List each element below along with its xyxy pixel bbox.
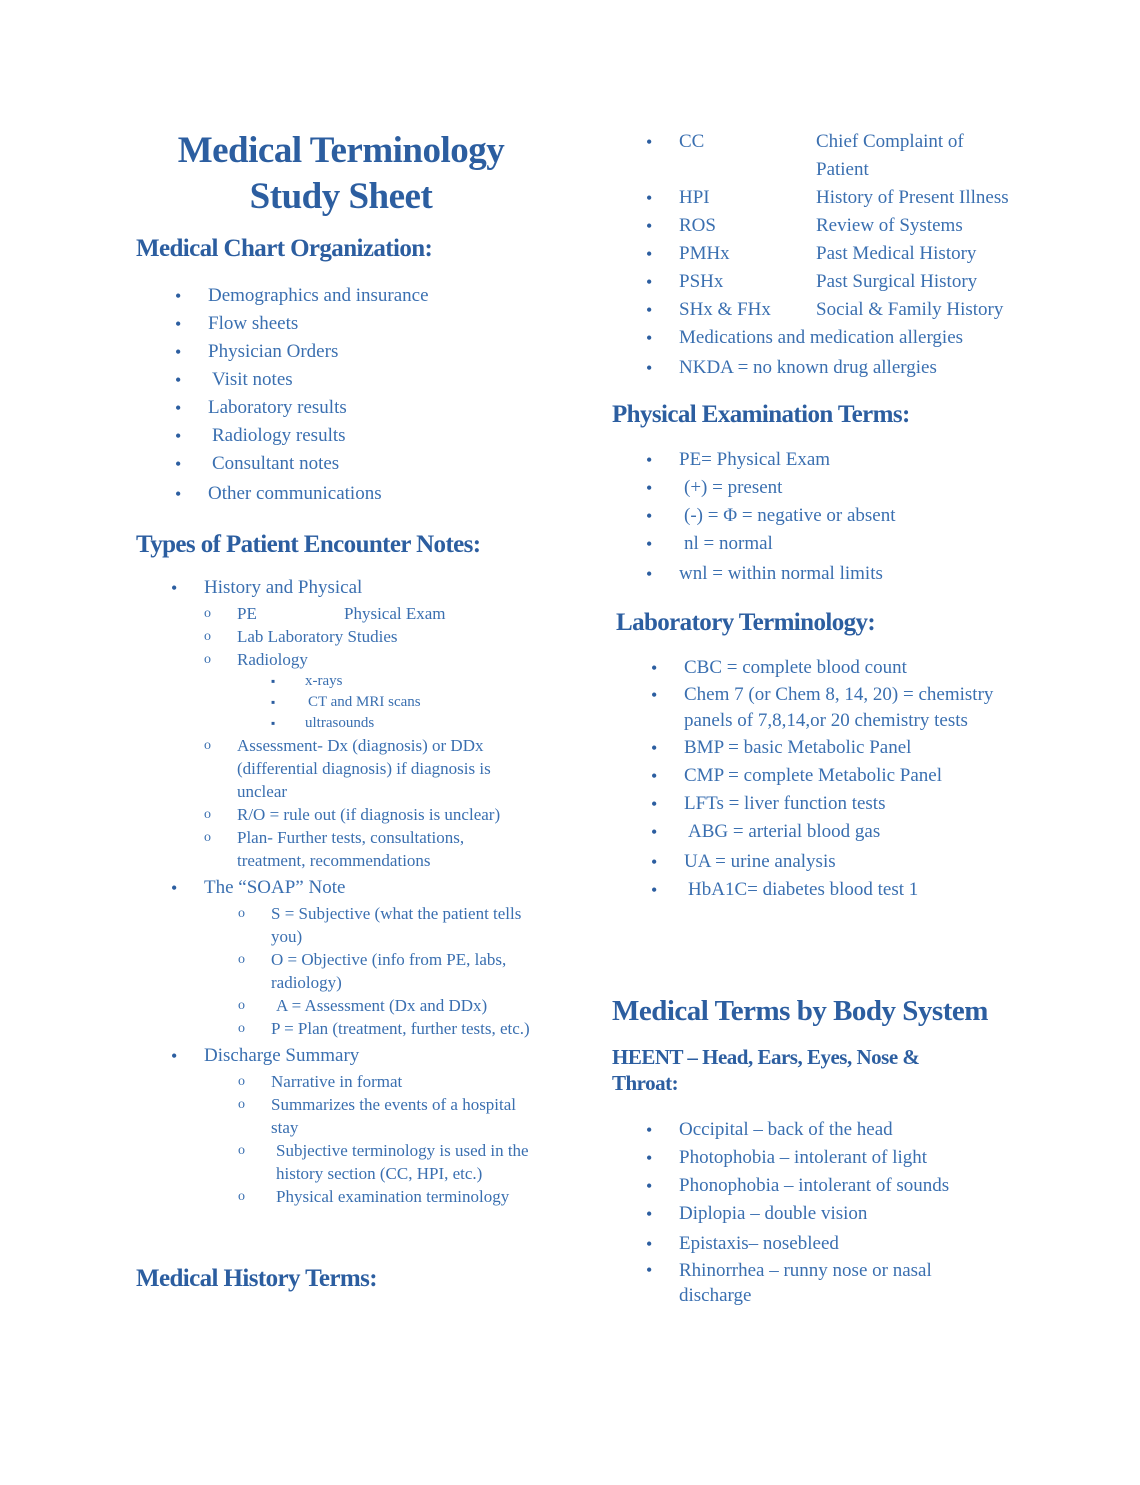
- list-item: • (-) = Φ = negative or absent: [679, 502, 1032, 530]
- list-item: • Other communications: [208, 480, 576, 508]
- lab-heading: Laboratory Terminology:: [616, 609, 876, 636]
- physical-heading: Physical Examination Terms:: [612, 401, 910, 428]
- soap-sublist: [271, 902, 546, 1040]
- hp-label: • History and Physical: [204, 577, 363, 598]
- list-item: o Plan- Further tests, consultations, treatment, recommendations: [237, 826, 507, 872]
- hp-sublist: [237, 602, 576, 872]
- list-item: • nl = normal: [679, 530, 1032, 558]
- list-item: • NKDA = no known drug allergies: [679, 354, 1032, 382]
- list-item: • CBC = complete blood count: [684, 654, 1029, 682]
- list-item: • Occipital – back of the head: [679, 1116, 979, 1144]
- term-def: History of Present Illness: [816, 187, 1009, 208]
- list-item: [204, 574, 576, 872]
- term-def: Review of Systems: [816, 215, 963, 236]
- list-item: • Laboratory results: [208, 394, 576, 422]
- radiology-sublist: [305, 671, 576, 734]
- list-item: o P = Plan (treatment, further tests, etc.): [271, 1017, 546, 1040]
- list-item: o Lab Laboratory Studies: [237, 625, 576, 648]
- term-abbr: • PSHx: [679, 271, 724, 292]
- encounter-list: [204, 574, 576, 1208]
- page-title: [136, 128, 576, 220]
- list-item: [679, 268, 1032, 296]
- term-abbr: • PMHx: [679, 243, 730, 264]
- list-item: o Narrative in format: [271, 1070, 546, 1093]
- list-item: • HbA1C= diabetes blood test 1: [684, 876, 1029, 904]
- list-item: • PE= Physical Exam: [679, 446, 1032, 474]
- list-item: [237, 648, 576, 734]
- heent-list: [679, 1116, 979, 1308]
- lab-list: [684, 654, 1029, 904]
- list-item: • wnl = within normal limits: [679, 560, 1032, 588]
- list-item: o O = Objective (info from PE, labs, radiology): [271, 948, 546, 994]
- encounter-heading: Types of Patient Encounter Notes:: [136, 531, 481, 558]
- list-item: [679, 128, 1032, 184]
- list-item: ▪ CT and MRI scans: [305, 692, 576, 713]
- list-item: • Chem 7 (or Chem 8, 14, 20) = chemistry panels of 7,8,14,or 20 chemistry tests: [684, 682, 1029, 734]
- body-system-heading: Medical Terms by Body System: [612, 995, 988, 1027]
- list-item: • Photophobia – intolerant of light: [679, 1144, 979, 1172]
- list-item: [679, 240, 1032, 268]
- list-item: o S = Subjective (what the patient tells you): [271, 902, 546, 948]
- list-item: • Epistaxis– nosebleed: [679, 1230, 979, 1258]
- list-item: o Subjective terminology is used in the history section (CC, HPI, etc.): [271, 1139, 546, 1185]
- pe-abbr: PE: [237, 604, 257, 623]
- history-heading: Medical History Terms:: [136, 1265, 377, 1292]
- list-item: o A = Assessment (Dx and DDx): [271, 994, 546, 1017]
- list-item: • Consultant notes: [208, 450, 576, 478]
- discharge-label: • Discharge Summary: [204, 1045, 360, 1066]
- list-item: • (+) = present: [679, 474, 1032, 502]
- pe-def: Physical Exam: [344, 604, 446, 623]
- chart-org-heading: Medical Chart Organization:: [136, 235, 433, 262]
- list-item: o Assessment- Dx (diagnosis) or DDx (differential diagnosis) if diagnosis is unclear: [237, 734, 527, 803]
- list-item: [204, 874, 576, 1040]
- list-item: ▪ ultrasounds: [305, 713, 576, 734]
- list-item: • Phonophobia – intolerant of sounds: [679, 1172, 979, 1200]
- discharge-sublist: [271, 1070, 546, 1208]
- radiology-label: o Radiology: [237, 650, 308, 669]
- right-column: [612, 128, 1032, 1308]
- list-item: • Demographics and insurance: [208, 282, 576, 310]
- left-column: [136, 128, 576, 1294]
- list-item: [679, 212, 1032, 240]
- list-item: • CMP = complete Metabolic Panel: [684, 762, 1029, 790]
- physical-list: [679, 446, 1032, 588]
- list-item: • Physician Orders: [208, 338, 576, 366]
- term-abbr: • CC: [679, 131, 705, 152]
- list-item: • ABG = arterial blood gas: [684, 818, 1029, 846]
- list-item: • Radiology results: [208, 422, 576, 450]
- list-item: o Summarizes the events of a hospital stay: [271, 1093, 546, 1139]
- list-item: • UA = urine analysis: [684, 848, 1029, 876]
- list-item: • LFTs = liver function tests: [684, 790, 1029, 818]
- heent-heading: HEENT – Head, Ears, Eyes, Nose & Throat:: [612, 1045, 920, 1095]
- term-def: Past Surgical History: [816, 271, 978, 292]
- list-item: o Physical examination terminology: [271, 1185, 546, 1208]
- list-item: [237, 602, 576, 625]
- list-item: • Flow sheets: [208, 310, 576, 338]
- list-item: • BMP = basic Metabolic Panel: [684, 734, 1029, 762]
- list-item: o R/O = rule out (if diagnosis is unclear): [237, 803, 576, 826]
- list-item: • Medications and medication allergies: [679, 324, 1032, 352]
- term-abbr: • ROS: [679, 215, 716, 236]
- term-def: Social & Family History: [816, 299, 1004, 320]
- title-line-1: Medical Terminology: [177, 130, 505, 171]
- list-item: [679, 184, 1032, 212]
- term-def: Past Medical History: [816, 243, 977, 264]
- list-item: • Rhinorrhea – runny nose or nasal discharge: [679, 1258, 979, 1308]
- term-abbr: • SHx & FHx: [679, 299, 771, 320]
- list-item: ▪ x-rays: [305, 671, 576, 692]
- term-abbr: • HPI: [679, 187, 710, 208]
- term-def: Chief Complaint of Patient: [816, 131, 964, 180]
- chart-org-list: [208, 282, 576, 508]
- history-terms-list: [679, 128, 1032, 382]
- list-item: [204, 1042, 576, 1208]
- title-line-2: Study Sheet: [249, 176, 433, 217]
- list-item: [679, 296, 1032, 324]
- soap-label: • The “SOAP” Note: [204, 877, 346, 898]
- list-item: • Diplopia – double vision: [679, 1200, 979, 1228]
- list-item: • Visit notes: [208, 366, 576, 394]
